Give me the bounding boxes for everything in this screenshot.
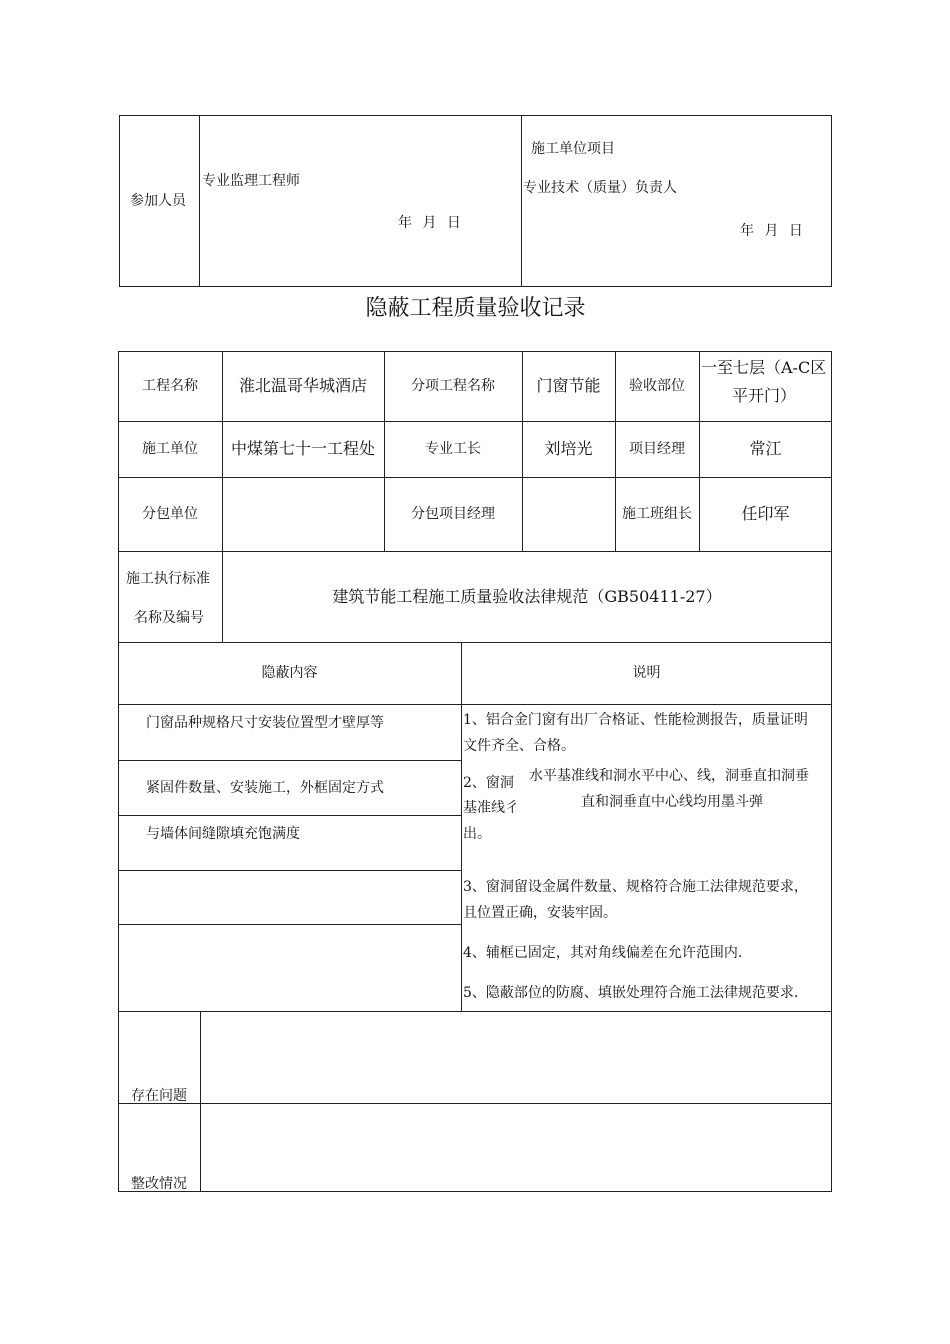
accept-part-line2: 平开门） bbox=[732, 386, 797, 405]
construction-unit-label: 施工单位 bbox=[142, 441, 198, 457]
divider bbox=[521, 115, 522, 287]
supervisor-date: 年 月 日 bbox=[398, 215, 461, 231]
subcontract-value bbox=[222, 477, 384, 551]
page-title: 隐蔽工程质量验收记录 bbox=[365, 296, 586, 321]
construction-unit-value: 中煤第七十一工程处 bbox=[230, 439, 375, 458]
contractor-label-line1: 施工单位项目 bbox=[531, 141, 615, 157]
pm-label: 项目经理 bbox=[629, 441, 685, 457]
desc-2-d: 直和洞垂直中心线均用墨斗弹 bbox=[581, 794, 763, 810]
team-leader-label: 施工班组长 bbox=[622, 506, 692, 522]
desc-5: 5、隐蔽部位的防腐、填嵌处理符合施工法律规范要求. bbox=[463, 985, 799, 1001]
desc-1-line2: 文件齐全、合格。 bbox=[463, 738, 575, 754]
row-divider bbox=[118, 760, 461, 761]
project-name-value: 淮北温哥华城酒店 bbox=[238, 376, 367, 395]
sub-pm-label: 分包项目经理 bbox=[411, 506, 495, 522]
desc-3-line1: 3、窗洞留设金属件数量、规格符合施工法律规范要求， bbox=[463, 879, 808, 895]
row-divider bbox=[118, 704, 832, 705]
row-divider bbox=[118, 924, 461, 925]
desc-2-e: 出。 bbox=[463, 826, 491, 842]
accept-part-line1: 一至七层（A-C区 bbox=[701, 358, 827, 377]
description-header: 说明 bbox=[632, 665, 661, 681]
project-name-label: 工程名称 bbox=[142, 378, 198, 394]
foreman-label: 专业工长 bbox=[425, 441, 481, 457]
hidden-item-1: 门窗品种规格尺寸安装位置型才壁厚等 bbox=[146, 715, 384, 731]
standard-label-line2: 名称及编号 bbox=[134, 610, 204, 626]
contractor-label-line2: 专业技术（质量）负责人 bbox=[523, 180, 677, 196]
rectify-label: 整改情况 bbox=[131, 1176, 187, 1192]
hidden-content-header: 隐蔽内容 bbox=[261, 665, 318, 681]
contractor-date: 年 月 日 bbox=[740, 223, 803, 239]
subcontract-label: 分包单位 bbox=[142, 506, 198, 522]
accept-part-label: 验收部位 bbox=[629, 378, 685, 394]
desc-2-a: 2、窗洞 bbox=[463, 775, 514, 791]
row-divider bbox=[118, 870, 461, 871]
participants-table bbox=[119, 115, 832, 287]
col-divider bbox=[200, 1011, 201, 1192]
hidden-item-2: 紧固件数量、安装施工，外框固定方式 bbox=[146, 780, 384, 796]
desc-2-c: 水平基准线和洞水平中心、线，洞垂直扣洞垂 bbox=[529, 768, 809, 784]
team-leader-value: 任印军 bbox=[741, 504, 790, 523]
desc-4: 4、辅框已固定，其对角线偏差在允许范围内. bbox=[463, 945, 743, 961]
sub-project-value: 门窗节能 bbox=[536, 376, 601, 395]
supervisor-label: 专业监理工程师 bbox=[202, 173, 300, 189]
row-divider bbox=[118, 815, 461, 816]
pm-value: 常江 bbox=[749, 439, 782, 458]
row-divider bbox=[118, 1011, 832, 1012]
foreman-value: 刘培光 bbox=[544, 439, 593, 458]
row-divider bbox=[118, 1103, 832, 1104]
standard-value: 建筑节能工程施工质量验收法律规范（GB50411-27） bbox=[332, 586, 722, 606]
desc-1-line1: 1、铝合金门窗有出厂合格证、性能检测报告，质量证明 bbox=[463, 712, 808, 728]
hidden-item-3: 与墙体间缝隙填充饱满度 bbox=[146, 826, 300, 842]
desc-3-line2: 且位置正确，安装牢固。 bbox=[463, 905, 617, 921]
standard-label-line1: 施工执行标准 bbox=[126, 571, 210, 587]
sub-pm-value bbox=[522, 477, 615, 551]
issues-label: 存在问题 bbox=[131, 1088, 187, 1104]
desc-2-b: 基准线彳 bbox=[463, 800, 519, 816]
participants-label: 参加人员 bbox=[130, 193, 186, 209]
sub-project-label: 分项工程名称 bbox=[411, 378, 495, 394]
divider bbox=[199, 115, 200, 287]
